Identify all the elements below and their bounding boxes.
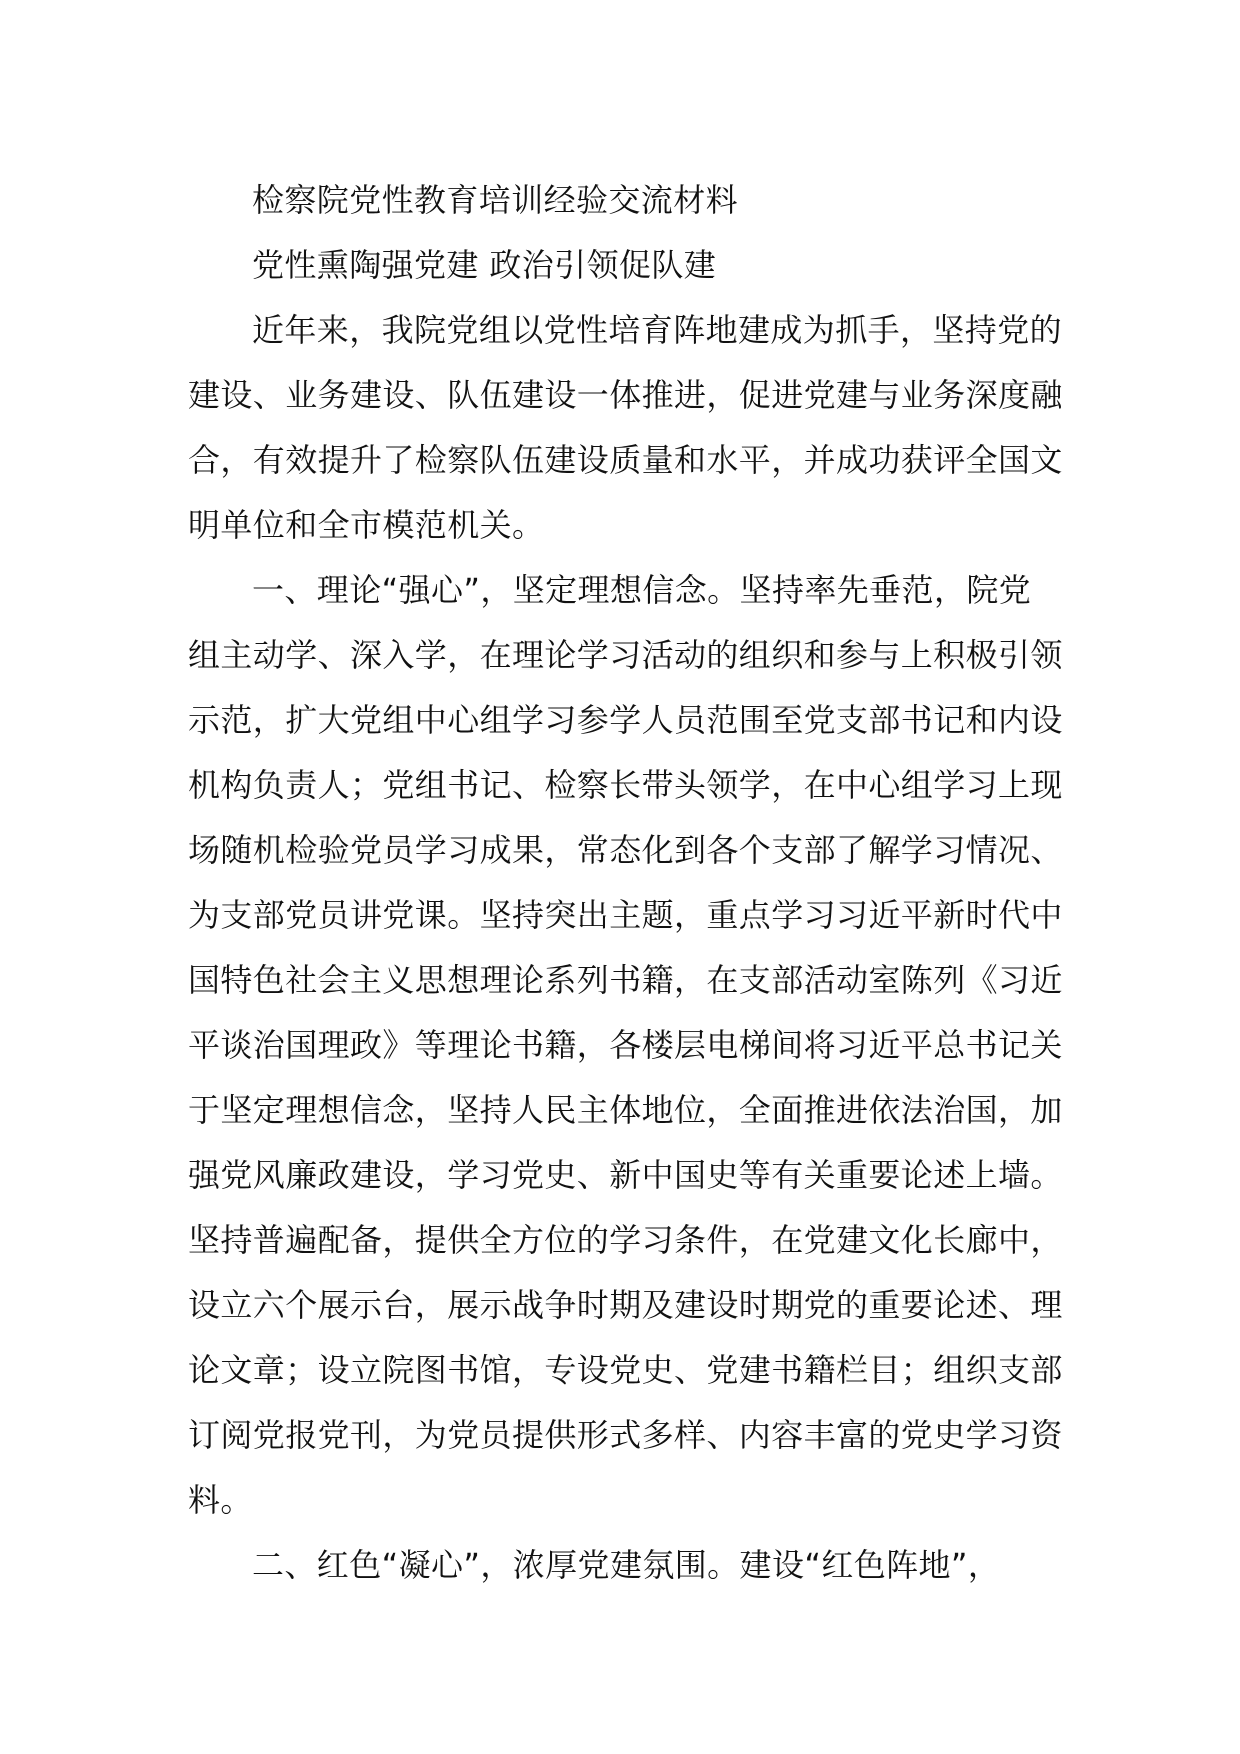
paragraph-line: 二、红色“凝心”，浓厚党建氛围。建设“红色阵地”， bbox=[252, 1546, 1001, 1584]
paragraph-line: 强党风廉政建设，学习党史、新中国史等有关重要论述上墙。 bbox=[188, 1156, 1063, 1194]
paragraph-line: 示范，扩大党组中心组学习参学人员范围至党支部书记和内设 bbox=[188, 701, 1063, 739]
paragraph-line: 机构负责人；党组书记、检察长带头领学，在中心组学习上现 bbox=[188, 766, 1063, 804]
paragraph-line: 料。 bbox=[188, 1481, 253, 1519]
paragraph-line: 合，有效提升了检察队伍建设质量和水平，并成功获评全国文 bbox=[188, 441, 1063, 479]
paragraph-intro bbox=[188, 298, 1063, 558]
paragraph-line: 坚持普遍配备，提供全方位的学习条件，在党建文化长廊中， bbox=[188, 1221, 1063, 1259]
paragraph-line: 论文章；设立院图书馆，专设党史、党建书籍栏目；组织支部 bbox=[188, 1351, 1063, 1389]
document-title: 检察院党性教育培训经验交流材料 bbox=[252, 181, 739, 219]
document-body bbox=[188, 168, 1063, 1598]
paragraph-line: 设立六个展示台，展示战争时期及建设时期党的重要论述、理 bbox=[188, 1286, 1063, 1324]
paragraph-line: 订阅党报党刊，为党员提供形式多样、内容丰富的党史学习资 bbox=[188, 1416, 1063, 1454]
paragraph-line: 建设、业务建设、队伍建设一体推进，促进党建与业务深度融 bbox=[188, 376, 1063, 414]
document-subtitle: 党性熏陶强党建 政治引领促队建 bbox=[252, 246, 717, 284]
paragraph-line: 于坚定理想信念，坚持人民主体地位，全面推进依法治国，加 bbox=[188, 1091, 1063, 1129]
paragraph-section-two bbox=[188, 1533, 1056, 1598]
paragraph-line: 平谈治国理政》等理论书籍，各楼层电梯间将习近平总书记关 bbox=[188, 1026, 1063, 1064]
paragraph-line: 为支部党员讲党课。坚持突出主题，重点学习习近平新时代中 bbox=[188, 896, 1063, 934]
paragraph-line: 明单位和全市模范机关。 bbox=[188, 506, 545, 544]
paragraph-section-one bbox=[188, 558, 1063, 1533]
paragraph-line: 一、理论“强心”，坚定理想信念。坚持率先垂范，院党 bbox=[252, 571, 1032, 609]
paragraph-line: 组主动学、深入学，在理论学习活动的组织和参与上积极引领 bbox=[188, 636, 1063, 674]
paragraph-line: 场随机检验党员学习成果，常态化到各个支部了解学习情况、 bbox=[188, 831, 1063, 869]
paragraph-line: 国特色社会主义思想理论系列书籍，在支部活动室陈列《习近 bbox=[188, 961, 1063, 999]
paragraph-line: 近年来，我院党组以党性培育阵地建成为抓手，坚持党的 bbox=[252, 311, 1063, 349]
